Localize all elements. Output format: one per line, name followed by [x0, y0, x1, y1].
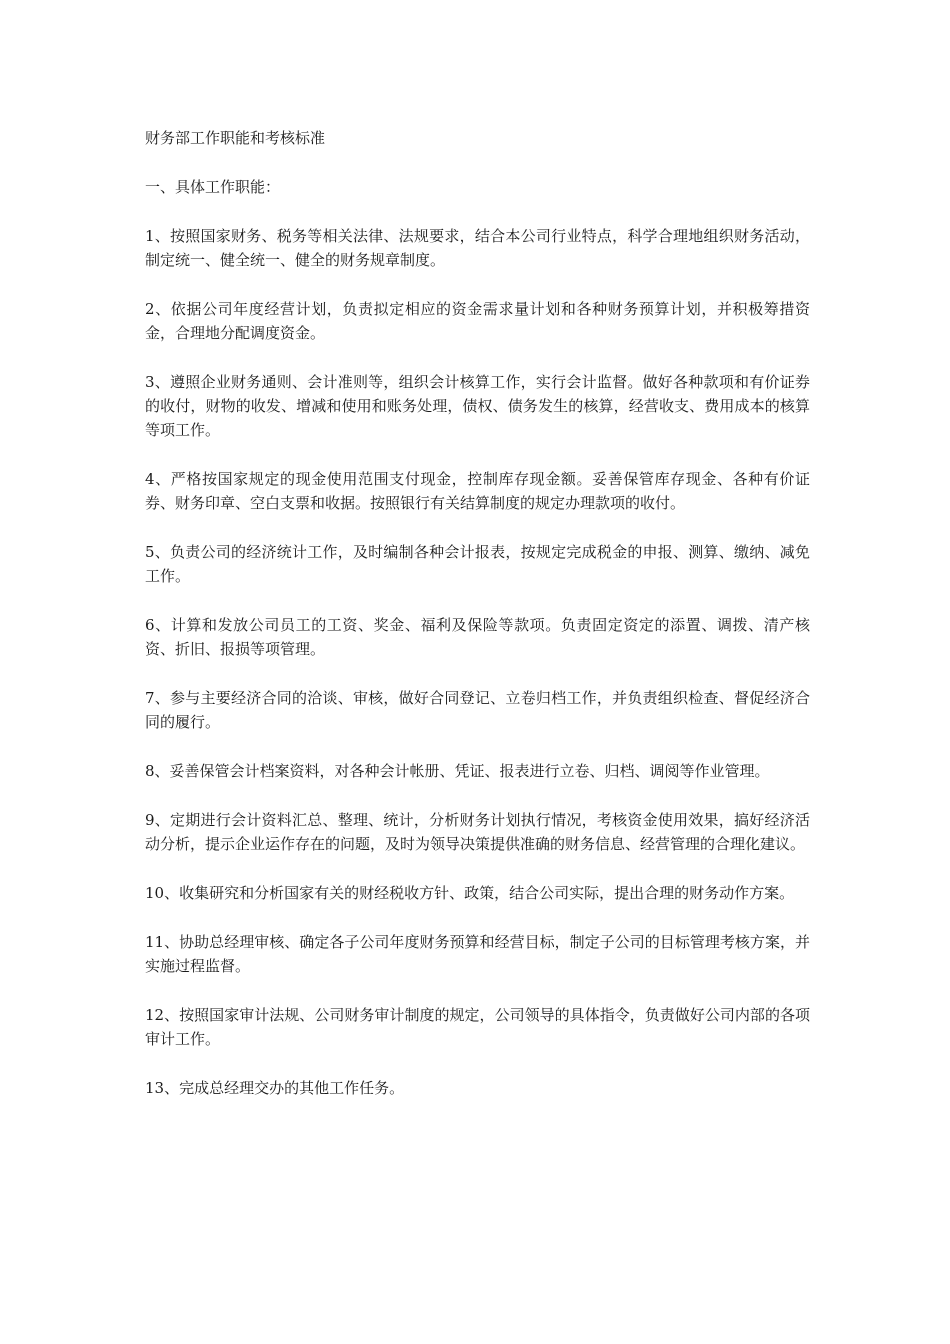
duty-item-2: 2、依据公司年度经营计划，负责拟定相应的资金需求量计划和各种财务预算计划，并积极筹措资金，合理地分配调度资金。: [145, 300, 810, 342]
duty-item-3: 3、遵照企业财务通则、会计准则等，组织会计核算工作，实行会计监督。做好各种款项和有价证券的收付，财物的收发、增减和使用和账务处理，债权、债务发生的核算，经营收支、费用成本的核算等项工作。: [145, 373, 810, 439]
duty-item-1: 1、按照国家财务、税务等相关法律、法规要求，结合本公司行业特点，科学合理地组织财务活动，制定统一、健全统一、健全的财务规章制度。: [145, 227, 810, 269]
duty-item-10: 10、收集研究和分析国家有关的财经税收方针、政策，结合公司实际，提出合理的财务动作方案。: [145, 884, 795, 902]
duty-item-8: 8、妥善保管会计档案资料，对各种会计帐册、凭证、报表进行立卷、归档、调阅等作业管理。: [145, 762, 770, 780]
duty-item-11: 11、协助总经理审核、确定各子公司年度财务预算和经营目标，制定子公司的目标管理考核方案，并实施过程监督。: [145, 933, 810, 975]
duty-item-12: 12、按照国家审计法规、公司财务审计制度的规定，公司领导的具体指令，负责做好公司内部的各项审计工作。: [145, 1006, 810, 1048]
duty-item-6: 6、计算和发放公司员工的工资、奖金、福利及保险等款项。负责固定资定的添置、调拨、清产核资、折旧、报损等项管理。: [145, 616, 810, 658]
duty-item-5: 5、负责公司的经济统计工作，及时编制各种会计报表，按规定完成税金的申报、测算、缴纳、减免工作。: [145, 543, 810, 585]
duty-item-9: 9、定期进行会计资料汇总、整理、统计，分析财务计划执行情况，考核资金使用效果，搞好经济活动分析，提示企业运作存在的问题，及时为领导决策提供准确的财务信息、经营管理的合理化建议。: [145, 811, 810, 853]
section-heading: 一、具体工作职能：: [145, 178, 281, 196]
duty-item-13: 13、完成总经理交办的其他工作任务。: [145, 1079, 405, 1097]
document-body: [145, 126, 810, 1125]
document-title: 财务部工作职能和考核标准: [145, 129, 326, 147]
duty-item-7: 7、参与主要经济合同的洽谈、审核，做好合同登记、立卷归档工作，并负责组织检查、督促经济合同的履行。: [145, 689, 810, 731]
duty-item-4: 4、严格按国家规定的现金使用范围支付现金，控制库存现金额。妥善保管库存现金、各种有价证券、财务印章、空白支票和收据。按照银行有关结算制度的规定办理款项的收付。: [145, 470, 810, 512]
